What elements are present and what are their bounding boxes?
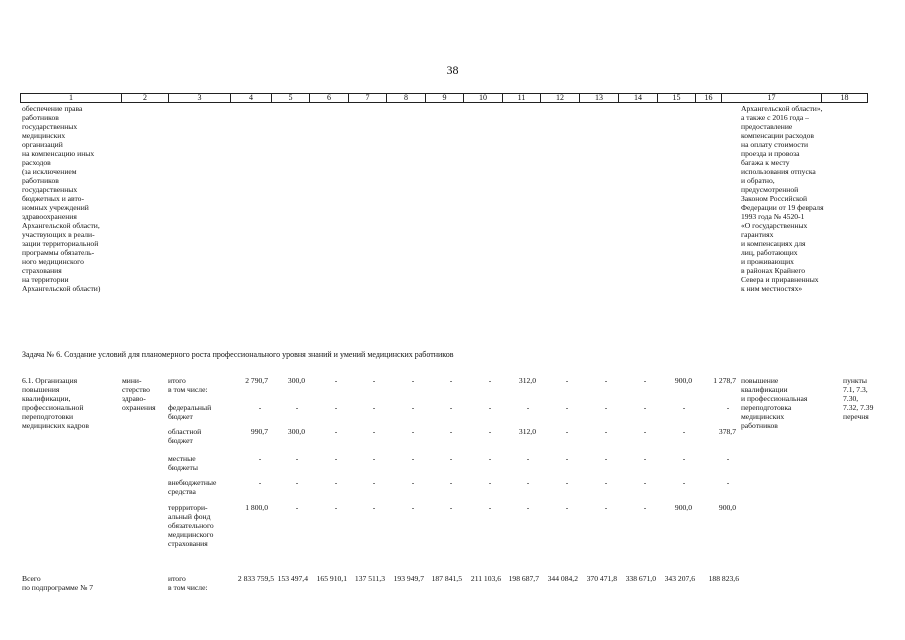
- funding-value-cell: -: [604, 478, 608, 487]
- text-line: организаций: [22, 140, 63, 149]
- funding-value-cell: -: [565, 376, 569, 385]
- funding-value-cell: 900,0: [674, 376, 692, 385]
- text-line: использования отпуска: [741, 167, 816, 176]
- text-line: медицинских кадров: [22, 421, 90, 430]
- text-line: федеральный: [168, 403, 212, 412]
- page-number: 38: [446, 63, 459, 77]
- column-number: 15: [658, 94, 696, 103]
- text-line: на компенсацию иных: [22, 149, 95, 158]
- text-line: 7.1, 7.3,: [843, 385, 868, 394]
- funding-value-cell: -: [295, 503, 299, 512]
- funding-value-cell: -: [372, 503, 376, 512]
- column-number: 10: [464, 94, 503, 103]
- funding-value-cell: -: [449, 403, 453, 412]
- text-line: на оплату стоимости: [741, 140, 809, 149]
- text-line: террритори-: [168, 503, 208, 512]
- text-line: государственных: [22, 122, 78, 131]
- text-line: работников: [22, 176, 59, 185]
- text-line: перечня: [843, 412, 869, 421]
- total-value-cell: 153 497,4: [277, 574, 308, 583]
- text-line: обеспечение права: [22, 104, 83, 113]
- funding-value-cell: -: [295, 403, 299, 412]
- funding-value-cell: -: [488, 376, 492, 385]
- text-line: и обратно,: [741, 176, 775, 185]
- text-line: стерство: [122, 385, 150, 394]
- column-number: 6: [310, 94, 349, 103]
- text-line: Архангельской области,: [22, 221, 100, 230]
- funding-value-cell: -: [643, 376, 647, 385]
- column-number: 1: [21, 94, 122, 103]
- funding-value-cell: -: [682, 478, 686, 487]
- text-line: 7.32, 7.39: [843, 403, 874, 412]
- funding-value-cell: -: [411, 376, 415, 385]
- funding-source-label: [168, 427, 201, 445]
- funding-value-cell: 378,7: [718, 427, 736, 436]
- text-line: к ним местностях»: [741, 284, 803, 293]
- target-indicators: [843, 376, 873, 421]
- total-value-cell: 193 949,7: [393, 574, 424, 583]
- funding-value-cell: -: [565, 403, 569, 412]
- text-line: медицинского: [168, 530, 214, 539]
- funding-value-cell: -: [565, 478, 569, 487]
- funding-source-label: [168, 478, 216, 496]
- funding-value-cell: -: [258, 478, 262, 487]
- text-line: бюджет: [168, 436, 193, 445]
- funding-value-cell: -: [526, 503, 530, 512]
- text-line: «О государственных: [741, 221, 808, 230]
- funding-value-cell: -: [372, 478, 376, 487]
- funding-value-cell: -: [295, 454, 299, 463]
- funding-source-label: [168, 376, 208, 394]
- funding-value-cell: 990,7: [250, 427, 268, 436]
- total-value-cell: 188 823,6: [708, 574, 739, 583]
- funding-value-cell: -: [372, 403, 376, 412]
- column-number: 7: [349, 94, 387, 103]
- text-line: обязательного: [168, 521, 214, 530]
- text-line: зации территориальной: [22, 239, 99, 248]
- total-value-cell: 211 103,6: [470, 574, 501, 583]
- funding-value-cell: -: [372, 427, 376, 436]
- total-value-cell: 187 841,5: [431, 574, 462, 583]
- column-number: 16: [696, 94, 722, 103]
- text-line: по подпрограмме № 7: [22, 583, 94, 592]
- funding-value-cell: 900,0: [674, 503, 692, 512]
- total-value-cell: 165 910,1: [316, 574, 347, 583]
- funding-source-label: [168, 503, 214, 548]
- text-line: Всего: [22, 574, 41, 583]
- text-line: Архангельской области): [22, 284, 101, 293]
- text-line: пункты: [843, 376, 867, 385]
- continuation-activity-text: [22, 104, 100, 293]
- text-line: Законом Российской: [741, 194, 808, 203]
- column-number: 3: [169, 94, 231, 103]
- text-line: повышение: [741, 376, 779, 385]
- funding-value-cell: -: [682, 427, 686, 436]
- text-line: государственных: [22, 185, 78, 194]
- text-line: бюджетных и авто-: [22, 194, 84, 203]
- column-number: 5: [272, 94, 310, 103]
- funding-value-cell: -: [334, 403, 338, 412]
- funding-value-cell: -: [449, 427, 453, 436]
- text-line: предусмотренной: [741, 185, 799, 194]
- funding-value-cell: -: [488, 478, 492, 487]
- funding-value-cell: -: [643, 478, 647, 487]
- text-line: областной: [168, 427, 202, 436]
- text-line: работников: [741, 421, 778, 430]
- executor: [122, 376, 156, 412]
- funding-value-cell: 312,0: [518, 427, 536, 436]
- funding-value-cell: -: [449, 454, 453, 463]
- funding-value-cell: -: [726, 454, 730, 463]
- funding-value-cell: -: [682, 403, 686, 412]
- continuation-legal-basis-text: [741, 104, 824, 293]
- column-number: 2: [122, 94, 169, 103]
- funding-value-cell: -: [488, 454, 492, 463]
- funding-value-cell: 300,0: [287, 376, 305, 385]
- text-line: квалификации: [741, 385, 788, 394]
- expected-result: [741, 376, 807, 430]
- funding-value-cell: -: [411, 427, 415, 436]
- funding-source-label: [168, 454, 198, 472]
- funding-value-cell: -: [604, 503, 608, 512]
- funding-value-cell: -: [449, 376, 453, 385]
- text-line: (за исключением: [22, 167, 77, 176]
- total-value-cell: 338 671,0: [625, 574, 656, 583]
- funding-value-cell: -: [488, 427, 492, 436]
- activity-name: [22, 376, 89, 430]
- funding-value-cell: 312,0: [518, 376, 536, 385]
- funding-value-cell: -: [334, 503, 338, 512]
- funding-value-cell: -: [604, 427, 608, 436]
- text-line: 1993 года № 4520-1: [741, 212, 805, 221]
- text-line: квалификации,: [22, 394, 71, 403]
- text-line: на территории: [22, 275, 69, 284]
- text-line: и проживающих: [741, 257, 794, 266]
- text-line: медицинских: [741, 412, 785, 421]
- funding-value-cell: 1 800,0: [245, 503, 268, 512]
- column-number: 9: [426, 94, 464, 103]
- funding-value-cell: -: [449, 503, 453, 512]
- text-line: альный фонд: [168, 512, 211, 521]
- text-line: компенсации расходов: [741, 131, 814, 140]
- column-number: 17: [722, 94, 822, 103]
- text-line: средства: [168, 487, 196, 496]
- funding-value-cell: -: [526, 403, 530, 412]
- text-line: охранения: [122, 403, 156, 412]
- text-line: багажа к месту: [741, 158, 790, 167]
- funding-value-cell: -: [411, 454, 415, 463]
- text-line: бюджеты: [168, 463, 198, 472]
- text-line: расходов: [22, 158, 51, 167]
- funding-value-cell: 1 278,7: [713, 376, 736, 385]
- text-line: повышения: [22, 385, 60, 394]
- total-value-cell: 2 833 759,5: [237, 574, 274, 583]
- funding-value-cell: -: [643, 454, 647, 463]
- funding-value-cell: -: [258, 403, 262, 412]
- column-number: 4: [231, 94, 272, 103]
- funding-value-cell: -: [565, 503, 569, 512]
- text-line: переподготовки: [22, 412, 74, 421]
- funding-value-cell: -: [682, 454, 686, 463]
- funding-value-cell: -: [604, 376, 608, 385]
- text-line: проезда и провоза: [741, 149, 800, 158]
- funding-value-cell: -: [643, 503, 647, 512]
- text-line: страхования: [22, 266, 62, 275]
- funding-value-cell: -: [372, 376, 376, 385]
- funding-source-label: [168, 403, 211, 421]
- funding-value-cell: -: [372, 454, 376, 463]
- funding-value-cell: -: [334, 478, 338, 487]
- funding-value-cell: -: [334, 427, 338, 436]
- text-line: переподготовка: [741, 403, 792, 412]
- funding-value-cell: -: [258, 454, 262, 463]
- text-line: и компенсациях для: [741, 239, 806, 248]
- text-line: номных учреждений: [22, 203, 89, 212]
- column-number: 18: [822, 94, 868, 103]
- funding-value-cell: -: [604, 403, 608, 412]
- column-number: 8: [387, 94, 426, 103]
- text-line: в том числе:: [168, 385, 208, 394]
- text-line: ного медицинского: [22, 257, 84, 266]
- text-line: Севера и приравненных: [741, 275, 819, 284]
- funding-value-cell: -: [604, 454, 608, 463]
- text-line: гарантиях: [741, 230, 774, 239]
- funding-value-cell: 300,0: [287, 427, 305, 436]
- column-number: 14: [619, 94, 658, 103]
- text-line: медицинских: [22, 131, 66, 140]
- text-line: местные: [168, 454, 196, 463]
- text-line: итого: [168, 574, 186, 583]
- text-line: 6.1. Организация: [22, 376, 78, 385]
- text-line: мини-: [122, 376, 142, 385]
- total-value-cell: 343 207,6: [664, 574, 695, 583]
- funding-value-cell: -: [295, 478, 299, 487]
- funding-value-cell: -: [334, 454, 338, 463]
- total-value-cell: 344 084,2: [547, 574, 578, 583]
- text-line: предоставление: [741, 122, 793, 131]
- text-line: бюджет: [168, 412, 193, 421]
- text-line: в районах Крайнего: [741, 266, 806, 275]
- total-label: [22, 574, 93, 592]
- text-line: лиц, работающих: [741, 248, 798, 257]
- funding-value-cell: -: [488, 503, 492, 512]
- funding-value-cell: -: [643, 403, 647, 412]
- text-line: профессиональной: [22, 403, 84, 412]
- text-line: 7.30,: [843, 394, 859, 403]
- text-line: участвующих в реали-: [22, 230, 95, 239]
- funding-value-cell: -: [726, 478, 730, 487]
- text-line: здравоохранения: [22, 212, 77, 221]
- total-value-cell: 137 511,3: [354, 574, 385, 583]
- text-line: Архангельской области»,: [741, 104, 823, 113]
- funding-value-cell: -: [526, 454, 530, 463]
- column-number-header: [20, 93, 868, 103]
- funding-value-cell: -: [411, 503, 415, 512]
- text-line: итого: [168, 376, 186, 385]
- total-value-cell: 198 687,7: [508, 574, 539, 583]
- text-line: здраво-: [122, 394, 146, 403]
- funding-value-cell: -: [411, 403, 415, 412]
- column-number: 13: [580, 94, 619, 103]
- text-line: страхования: [168, 539, 208, 548]
- funding-value-cell: -: [526, 478, 530, 487]
- text-line: программы обязатель-: [22, 248, 95, 257]
- funding-value-cell: -: [565, 454, 569, 463]
- text-line: в том числе:: [168, 583, 208, 592]
- column-number: 12: [541, 94, 580, 103]
- funding-value-cell: -: [334, 376, 338, 385]
- funding-value-cell: -: [449, 478, 453, 487]
- text-line: работников: [22, 113, 59, 122]
- text-line: Федерации от 19 февраля: [741, 203, 824, 212]
- task-title: Задача № 6. Создание условий для планомерного роста профессионального уровня знаний и умений медицинских работников: [22, 350, 454, 359]
- total-source: [168, 574, 208, 592]
- funding-value-cell: -: [643, 427, 647, 436]
- total-value-cell: 370 471,8: [586, 574, 617, 583]
- text-line: а также с 2016 года –: [741, 113, 809, 122]
- funding-value-cell: -: [726, 403, 730, 412]
- column-number: 11: [503, 94, 541, 103]
- funding-value-cell: -: [565, 427, 569, 436]
- funding-value-cell: -: [411, 478, 415, 487]
- text-line: внебюджетные: [168, 478, 217, 487]
- text-line: и профессиональная: [741, 394, 808, 403]
- funding-value-cell: 2 790,7: [245, 376, 268, 385]
- funding-value-cell: -: [488, 403, 492, 412]
- funding-value-cell: 900,0: [718, 503, 736, 512]
